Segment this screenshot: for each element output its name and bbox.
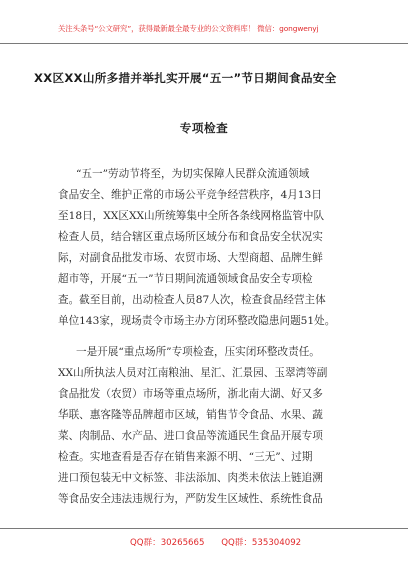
document-subtitle: 专项检查: [179, 121, 229, 135]
footer-bar: [0, 528, 408, 580]
body-line: 检查人员，结合辖区重点场所区域分布和食品安全状况实: [58, 231, 323, 243]
body-line: XX山所执法人员对江南粮油、星汇、汇景园、玉翠湾等副: [58, 367, 328, 379]
header-notice: 关注头条号“公文研究”，获得最新最全最专业的公文资料库！ 微信：gongwenyj: [58, 24, 319, 33]
body-line: 一是开展“重点场所”专项检查，压实闭环整改责任。: [76, 346, 320, 358]
body-line: 进口预包装无中文标签、非法添加、肉类未依法上链追溯: [58, 472, 323, 484]
header-bar: [0, 0, 408, 44]
body-line: 等食品安全违法违规行为，严防发生区域性、系统性食品: [58, 493, 323, 505]
qq-group-1: QQ群：30265665: [130, 538, 205, 548]
body-line: 际，对副食品批发市场、农贸市场、大型商超、品牌生鲜: [58, 252, 323, 264]
body-line: 至18日，XX区XX山所统筹集中全所各条线网格监管中队: [58, 210, 325, 222]
body-line: 检查。实地查看是否存在销售来源不明、“三无”、过期: [58, 451, 313, 463]
body-line: 华联、惠客隆等品牌超市区域，销售节令食品、水果、蔬: [58, 409, 323, 421]
body-line: 单位143家，现场责令市场主办方闭环整改隐患问题51处。: [58, 315, 336, 327]
body-line: “五一”劳动节将至，为切实保障人民群众流通领域: [76, 168, 310, 180]
body-line: 食品安全、维护正常的市场公平竞争经营秩序，4月13日: [58, 189, 322, 201]
qq-group-2: QQ群：535304092: [221, 538, 302, 548]
body-line: 菜、肉制品、水产品、进口食品等流通民生食品开展专项: [58, 430, 323, 442]
body-line: 食品批发（农贸）市场等重点场所，浙北南大湖、好又多: [58, 388, 323, 400]
footer-contacts: [130, 537, 330, 549]
document-title: XX区XX山所多措并举扎实开展“五一”节日期间食品安全: [34, 71, 337, 85]
body-line: 超市等，开展“五一”节日期间流通领域食品安全专项检: [58, 273, 313, 285]
body-line: 查。截至目前，出动检查人员87人次，检查食品经营主体: [58, 294, 326, 306]
